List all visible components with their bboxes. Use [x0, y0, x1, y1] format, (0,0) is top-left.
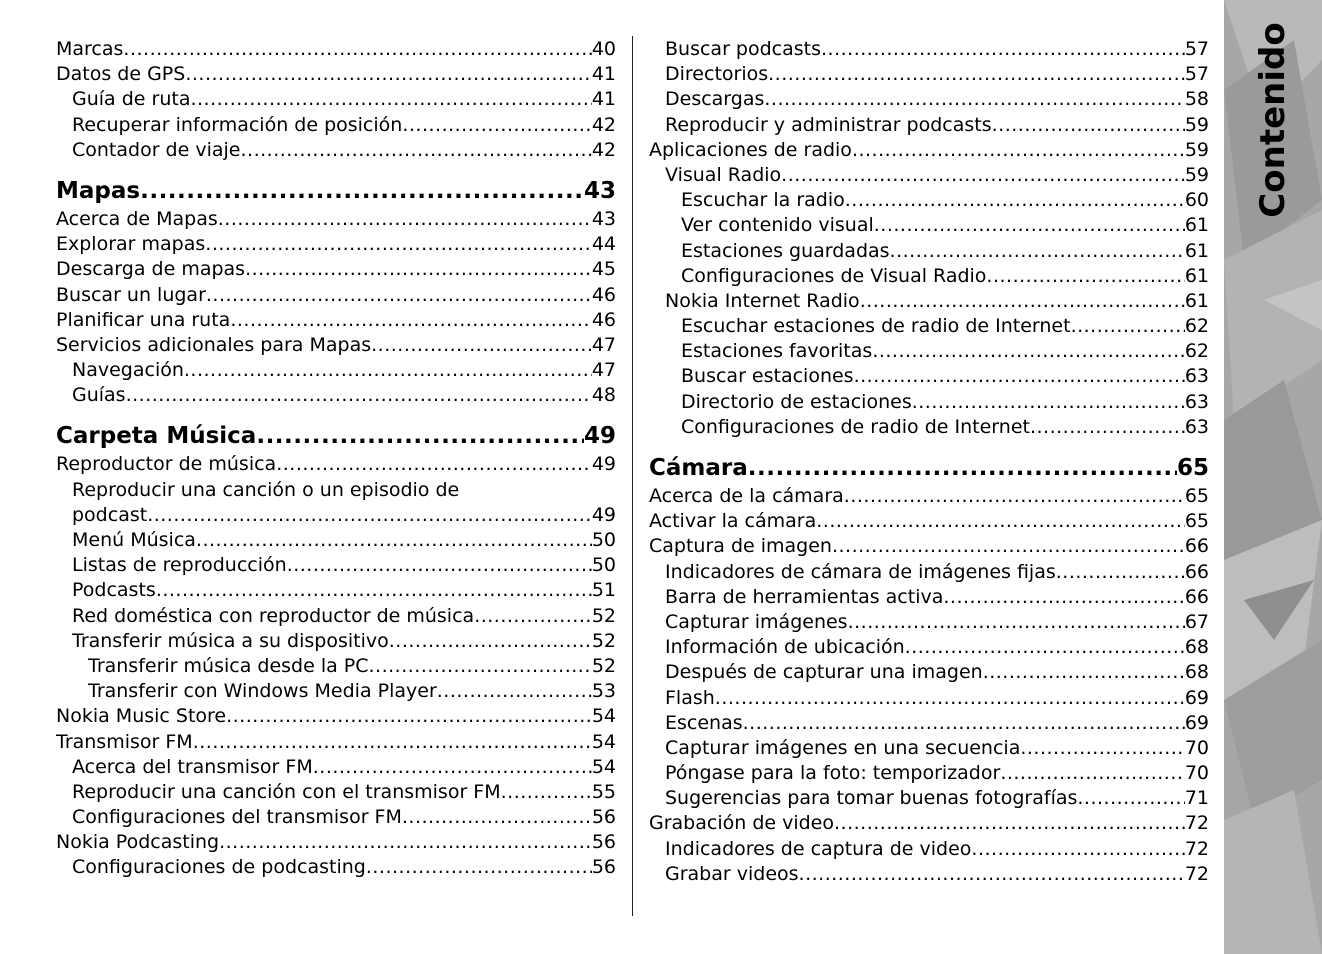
- toc-entry-title: Reproductor de música: [56, 453, 277, 476]
- toc-leader-dots: [126, 383, 592, 408]
- toc-entry-title: Estaciones guardadas: [681, 239, 890, 262]
- toc-entry[interactable]: [56, 257, 616, 282]
- toc-leader-dots: [474, 604, 592, 629]
- toc-leader-dots: [768, 62, 1185, 87]
- toc-page-number: 54: [591, 705, 616, 728]
- toc-page-number: 70: [1184, 736, 1209, 759]
- toc-page-number: 63: [1184, 390, 1209, 413]
- toc-leader-dots: [715, 686, 1185, 711]
- toc-page-number: 63: [1184, 415, 1209, 438]
- toc-entry-title: Reproducir una canción o un episodio de: [72, 478, 460, 501]
- toc-entry-title: Transferir con Windows Media Player: [88, 680, 437, 703]
- toc-page-number: 48: [591, 384, 616, 407]
- toc-leader-dots: [402, 805, 592, 830]
- toc-page-number: 43: [583, 177, 616, 204]
- toc-leader-dots: [205, 232, 592, 257]
- toc-entry[interactable]: [649, 62, 1209, 87]
- toc-entry[interactable]: [649, 213, 1209, 238]
- toc-entry-title: Directorios: [665, 63, 769, 86]
- toc-leader-dots: [832, 534, 1185, 559]
- toc-section-title: Cámara: [649, 455, 748, 481]
- toc-page-number: 60: [1184, 189, 1209, 212]
- toc-page-number: 72: [1184, 837, 1209, 860]
- toc-entry[interactable]: [56, 333, 616, 358]
- toc-section-title: Mapas: [56, 177, 141, 204]
- toc-entry-title: Configuraciones de radio de Internet: [681, 415, 1030, 438]
- toc-entry[interactable]: [56, 805, 616, 830]
- toc-page-number: 68: [1184, 661, 1209, 684]
- toc-leader-dots: [844, 484, 1185, 509]
- toc-section-heading[interactable]: [56, 175, 616, 207]
- toc-entry[interactable]: [649, 837, 1209, 862]
- toc-page-number: 62: [1184, 340, 1209, 363]
- toc-entry[interactable]: [56, 138, 616, 163]
- toc-leader-dots: [1030, 415, 1185, 440]
- column-divider: [632, 36, 633, 916]
- toc-leader-dots: [402, 113, 591, 138]
- toc-entry[interactable]: [649, 761, 1209, 786]
- toc-page-number: 61: [1184, 214, 1209, 237]
- toc-page-number: 45: [591, 258, 616, 281]
- toc-entry[interactable]: [649, 585, 1209, 610]
- toc-page-number: 61: [1184, 264, 1209, 287]
- toc-leader-dots: [905, 635, 1185, 660]
- toc-entry-title: Estaciones favoritas: [681, 340, 873, 363]
- toc-entry[interactable]: [649, 390, 1209, 415]
- toc-entry-title: Escuchar la radio: [681, 189, 845, 212]
- toc-entry[interactable]: [56, 629, 616, 654]
- toc-entry[interactable]: [56, 578, 616, 603]
- toc-leader-dots: [1000, 761, 1185, 786]
- toc-page-number: 65: [1176, 455, 1209, 481]
- toc-entry[interactable]: [649, 188, 1209, 213]
- toc-page-number: 46: [591, 283, 616, 306]
- toc-page-number: 56: [591, 856, 616, 879]
- toc-page-number: 49: [591, 503, 616, 526]
- toc-leader-dots: [437, 679, 592, 704]
- toc-page-number: 68: [1184, 636, 1209, 659]
- toc-entry-title: Datos de GPS: [56, 63, 186, 86]
- toc-entry-title: Contador de viaje: [72, 138, 241, 161]
- toc-page-number: 57: [1184, 63, 1209, 86]
- toc-page-number: 66: [1184, 585, 1209, 608]
- toc-entry-title: Escenas: [665, 711, 743, 734]
- toc-entry[interactable]: [56, 679, 616, 704]
- toc-leader-dots: [821, 37, 1185, 62]
- toc-entry-title: Captura de imagen: [649, 535, 832, 558]
- toc-entry-title: Configuraciones de Visual Radio: [681, 264, 987, 287]
- toc-entry[interactable]: [56, 232, 616, 257]
- toc-page-number: 41: [591, 88, 616, 111]
- toc-entry[interactable]: [649, 560, 1209, 585]
- toc-entry[interactable]: [649, 364, 1209, 389]
- toc-leader-dots: [781, 163, 1185, 188]
- toc-page-number: 70: [1184, 762, 1209, 785]
- toc-entry-title: Capturar imágenes: [665, 610, 848, 633]
- toc-page-number: 42: [591, 113, 616, 136]
- toc-page-number: 59: [1184, 138, 1209, 161]
- toc-leader-dots: [799, 862, 1185, 887]
- toc-entry[interactable]: [56, 283, 616, 308]
- toc-page-number: 59: [1184, 163, 1209, 186]
- toc-leader-dots: [206, 283, 592, 308]
- toc-leader-dots: [256, 420, 584, 452]
- toc-page-number: 47: [591, 333, 616, 356]
- toc-leader-dots: [147, 503, 592, 528]
- toc-page-number: 61: [1184, 239, 1209, 262]
- toc-leader-dots: [983, 660, 1185, 685]
- toc-entry[interactable]: [649, 610, 1209, 635]
- toc-leader-dots: [230, 308, 591, 333]
- toc-page-number: 66: [1184, 560, 1209, 583]
- toc-entry-title: Descargas: [665, 88, 765, 111]
- toc-entry[interactable]: [649, 113, 1209, 138]
- toc-entry-title: Escuchar estaciones de radio de Internet: [681, 315, 1071, 338]
- toc-entry-title: Nokia Music Store: [56, 705, 227, 728]
- toc-entry-title: Activar la cámara: [649, 510, 817, 533]
- toc-leader-dots: [848, 610, 1185, 635]
- toc-page-number: 72: [1184, 862, 1209, 885]
- toc-page-number: 72: [1184, 812, 1209, 835]
- toc-page-number: 62: [1184, 315, 1209, 338]
- toc-leader-dots: [371, 333, 592, 358]
- toc-leader-dots: [874, 213, 1185, 238]
- toc-leader-dots: [1071, 314, 1185, 339]
- toc-entry[interactable]: [649, 862, 1209, 887]
- toc-entry-title: Sugerencias para tomar buenas fotografías: [665, 787, 1078, 810]
- toc-entry[interactable]: [649, 534, 1209, 559]
- toc-entry[interactable]: [649, 289, 1209, 314]
- toc-entry-title: Acerca de Mapas: [56, 207, 218, 230]
- toc-page-number: 69: [1184, 711, 1209, 734]
- toc-leader-dots: [992, 113, 1185, 138]
- toc-entry[interactable]: [649, 509, 1209, 534]
- toc-leader-dots: [1077, 786, 1184, 811]
- toc-leader-dots: [123, 37, 591, 62]
- toc-leader-dots: [185, 62, 591, 87]
- toc-entry[interactable]: [56, 855, 616, 880]
- toc-entry[interactable]: [649, 314, 1209, 339]
- toc-leader-dots: [743, 711, 1185, 736]
- toc-entry-title: Recuperar información de posición: [72, 113, 403, 136]
- toc-entry-title: Información de ubicación: [665, 636, 905, 659]
- toc-entry[interactable]: [649, 339, 1209, 364]
- toc-entry-title: Póngase para la foto: temporizador: [665, 762, 1001, 785]
- toc-page-number: 41: [591, 63, 616, 86]
- toc-leader-dots: [369, 654, 592, 679]
- toc-entry-title: Guías: [72, 384, 126, 407]
- section-tab-label: Contenido: [1253, 22, 1293, 218]
- toc-entry[interactable]: [56, 478, 616, 528]
- toc-page-number: 65: [1184, 510, 1209, 533]
- toc-leader-dots: [986, 264, 1184, 289]
- toc-column-left: [56, 37, 616, 881]
- toc-entry-title: Nokia Internet Radio: [665, 289, 860, 312]
- toc-page-number: 50: [591, 529, 616, 552]
- toc-page-number: 58: [1184, 88, 1209, 111]
- toc-page-number: 66: [1184, 535, 1209, 558]
- toc-page-number: 69: [1184, 686, 1209, 709]
- toc-entry[interactable]: [56, 730, 616, 755]
- toc-page-number: 51: [591, 579, 616, 602]
- toc-leader-dots: [971, 837, 1184, 862]
- section-tab: [1224, 0, 1322, 954]
- toc-page-number: 56: [591, 806, 616, 829]
- toc-entry-title: Explorar mapas: [56, 233, 206, 256]
- toc-entry-title: Después de capturar una imagen: [665, 661, 983, 684]
- toc-page-number: 49: [591, 453, 616, 476]
- toc-entry-title: Acerca del transmisor FM: [72, 755, 313, 778]
- toc-entry-title: Reproducir una canción con el transmisor FM: [72, 780, 501, 803]
- toc-page-number: 52: [591, 604, 616, 627]
- toc-entry-title: Nokia Podcasting: [56, 831, 220, 854]
- toc-entry-title: Transferir música a su dispositivo: [72, 629, 389, 652]
- toc-entry[interactable]: [56, 358, 616, 383]
- toc-page-number: 54: [591, 730, 616, 753]
- toc-page-number: 52: [591, 629, 616, 652]
- toc-entry[interactable]: [56, 383, 616, 408]
- toc-leader-dots: [184, 358, 592, 383]
- toc-page-number: 49: [583, 423, 616, 450]
- toc-entry[interactable]: [56, 113, 616, 138]
- toc-page-number: 43: [591, 207, 616, 230]
- toc-entry-title: Reproducir y administrar podcasts: [665, 113, 992, 136]
- toc-entry[interactable]: [56, 452, 616, 477]
- toc-page-number: 57: [1184, 38, 1209, 60]
- toc-page-number: 52: [591, 654, 616, 677]
- toc-entry[interactable]: [649, 87, 1209, 112]
- toc-entry[interactable]: [56, 62, 616, 87]
- toc-leader-dots: [366, 855, 592, 880]
- toc-entry-title: Marcas: [56, 38, 124, 60]
- toc-page-number: 54: [591, 755, 616, 778]
- toc-entry[interactable]: [649, 163, 1209, 188]
- toc-entry[interactable]: [649, 264, 1209, 289]
- toc-entry[interactable]: [56, 780, 616, 805]
- toc-leader-dots: [276, 452, 592, 477]
- toc-entry-title: Transmisor FM: [56, 730, 193, 753]
- toc-entry[interactable]: [56, 308, 616, 333]
- toc-entry[interactable]: [649, 811, 1209, 836]
- toc-entry-title: Podcasts: [72, 579, 156, 602]
- toc-entry-title: Planificar una ruta: [56, 308, 231, 331]
- toc-section-title: Carpeta Música: [56, 423, 257, 450]
- toc-entry[interactable]: [56, 207, 616, 232]
- toc-entry[interactable]: [649, 660, 1209, 685]
- toc-entry-title: Directorio de estaciones: [681, 390, 912, 413]
- toc-entry-title: Aplicaciones de radio: [649, 138, 852, 161]
- toc-entry-title: Descarga de mapas: [56, 258, 246, 281]
- toc-entry[interactable]: [56, 830, 616, 855]
- toc-entry-title: Configuraciones del transmisor FM: [72, 806, 402, 829]
- toc-leader-dots: [241, 138, 592, 163]
- toc-page-number: 50: [591, 554, 616, 577]
- toc-page-number: 67: [1184, 610, 1209, 633]
- toc-section-heading[interactable]: [649, 452, 1209, 484]
- toc-entry[interactable]: [649, 37, 1209, 62]
- toc-leader-dots: [1020, 736, 1184, 761]
- toc-page-number: 53: [591, 680, 616, 703]
- toc-entry[interactable]: [649, 239, 1209, 264]
- toc-entry[interactable]: [649, 415, 1209, 440]
- toc-entry[interactable]: [649, 711, 1209, 736]
- toc-entry-title: Buscar estaciones: [681, 365, 854, 388]
- toc-entry[interactable]: [56, 528, 616, 553]
- toc-leader-dots: [193, 730, 592, 755]
- toc-entry[interactable]: [649, 736, 1209, 761]
- toc-leader-dots: [852, 138, 1185, 163]
- toc-page-number: 55: [591, 780, 616, 803]
- toc-leader-dots: [196, 528, 592, 553]
- toc-page-number: 42: [591, 138, 616, 161]
- toc-entry-title: Listas de reproducción: [72, 554, 287, 577]
- toc-entry-title: Menú Música: [72, 529, 196, 552]
- toc-leader-dots: [1056, 560, 1185, 585]
- toc-leader-dots: [912, 390, 1185, 415]
- toc-leader-dots: [313, 755, 592, 780]
- toc-leader-dots: [834, 811, 1185, 836]
- toc-entry[interactable]: [649, 484, 1209, 509]
- toc-entry-title: Red doméstica con reproductor de música: [72, 604, 475, 627]
- toc-entry[interactable]: [56, 553, 616, 578]
- toc-column-right: [649, 37, 1209, 887]
- toc-entry[interactable]: [649, 635, 1209, 660]
- toc-page-number: 63: [1184, 365, 1209, 388]
- toc-entry-title: Grabación de video: [649, 812, 834, 835]
- toc-entry-title: Servicios adicionales para Mapas: [56, 333, 372, 356]
- toc-entry-title: Indicadores de captura de video: [665, 837, 972, 860]
- toc-leader-dots: [287, 553, 592, 578]
- toc-entry[interactable]: [56, 654, 616, 679]
- toc-leader-dots: [845, 188, 1185, 213]
- toc-entry-title: Flash: [665, 686, 715, 709]
- toc-page-number: 40: [591, 38, 616, 60]
- toc-leader-dots: [501, 780, 592, 805]
- toc-leader-dots: [226, 704, 592, 729]
- toc-entry-title: Configuraciones de podcasting: [72, 856, 366, 879]
- toc-leader-dots: [156, 578, 592, 603]
- toc-leader-dots: [854, 364, 1185, 389]
- toc-leader-dots: [219, 830, 592, 855]
- toc-entry-title-continued: podcast: [72, 503, 148, 526]
- toc-entry-title: Visual Radio: [665, 163, 782, 186]
- toc-page-number: 47: [591, 359, 616, 382]
- toc-section-heading[interactable]: [56, 420, 616, 452]
- toc-leader-dots: [748, 452, 1177, 484]
- toc-leader-dots: [890, 239, 1185, 264]
- toc-entry[interactable]: [56, 704, 616, 729]
- toc-leader-dots: [872, 339, 1185, 364]
- toc-entry-title: Acerca de la cámara: [649, 485, 844, 507]
- toc-entry-title: Barra de herramientas activa: [665, 585, 944, 608]
- toc-entry[interactable]: [649, 138, 1209, 163]
- toc-entry[interactable]: [649, 786, 1209, 811]
- toc-leader-dots: [190, 87, 591, 112]
- toc-entry-title: Capturar imágenes en una secuencia: [665, 736, 1021, 759]
- toc-entry-title: Grabar videos: [665, 862, 799, 885]
- toc-leader-dots: [860, 289, 1185, 314]
- toc-page-number: 56: [591, 831, 616, 854]
- toc-leader-dots: [245, 257, 592, 282]
- toc-entry-title: Ver contenido visual: [681, 214, 874, 237]
- toc-entry-title: Indicadores de cámara de imágenes fijas: [665, 560, 1056, 583]
- toc-entry[interactable]: [56, 604, 616, 629]
- toc-leader-dots: [816, 509, 1185, 534]
- toc-leader-dots: [140, 175, 584, 207]
- toc-leader-dots: [764, 87, 1184, 112]
- toc-page-number: 65: [1184, 485, 1209, 507]
- toc-page-number: 44: [591, 233, 616, 256]
- toc-entry-title: Buscar podcasts: [665, 38, 821, 60]
- toc-page-number: 61: [1184, 289, 1209, 312]
- toc-page-number: 71: [1184, 787, 1209, 810]
- toc-entry[interactable]: [649, 686, 1209, 711]
- toc-entry[interactable]: [56, 755, 616, 780]
- toc-entry[interactable]: [56, 87, 616, 112]
- toc-entry-title: Guía de ruta: [72, 88, 191, 111]
- toc-entry-title: Navegación: [72, 359, 184, 382]
- toc-entry-title: Buscar un lugar: [56, 283, 206, 306]
- toc-page-number: 46: [591, 308, 616, 331]
- toc-leader-dots: [218, 207, 592, 232]
- toc-leader-dots: [389, 629, 592, 654]
- toc-leader-dots: [943, 585, 1184, 610]
- toc-entry-title: Transferir música desde la PC: [88, 654, 369, 677]
- toc-page-number: 59: [1184, 113, 1209, 136]
- toc-entry[interactable]: [56, 37, 616, 62]
